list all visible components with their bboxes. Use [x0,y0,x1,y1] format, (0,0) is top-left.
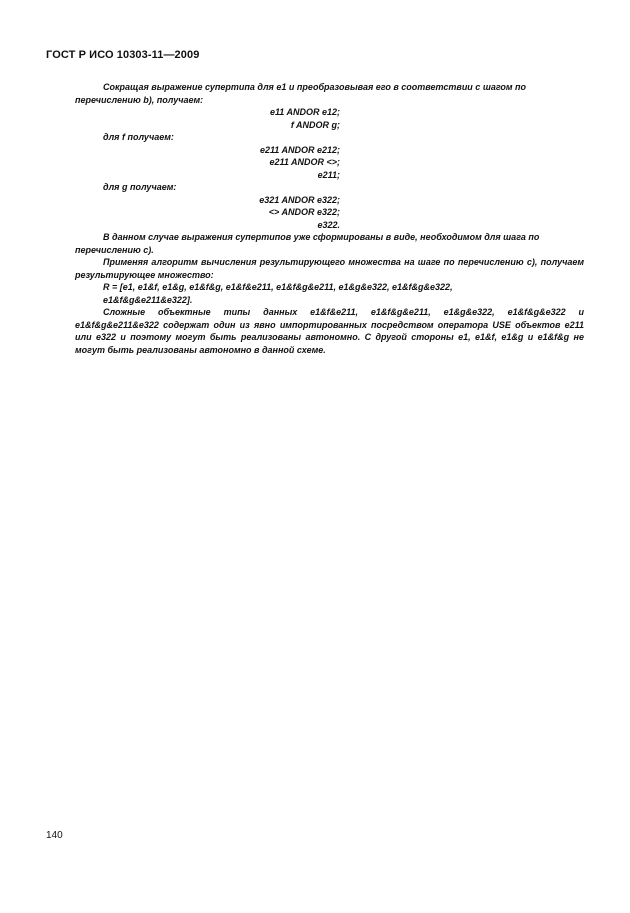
document-header: ГОСТ Р ИСО 10303-11—2009 [46,49,200,61]
expression-line: e321 ANDOR e322; [259,194,340,205]
paragraph-for-g: для g получаем: [103,182,177,192]
expression-line: e11 ANDOR e12; [269,107,340,117]
result-set-line-2: e1&f&g&e211&e322]. [103,294,193,305]
expression-line: e211; [317,169,340,180]
expression-line: e211 ANDOR <>; [269,157,340,167]
paragraph-algorithm: Применяя алгоритм вычисления результирующего множества на шаге по перечислению c), получаем результирующее множество: [75,257,584,280]
paragraph-supertypes-formed: В данном случае выражения супертипов уже сформированы в виде, необходимом для шага по перечислению c). [75,232,540,255]
paragraph-complex-types: Сложные объектные типы данных e1&f&e211, e1&f&g&e211, e1&g&e322, e1&f&g&e322 и e1&f&g&e211&e322 содержат один из явно импортированных посредством оператора USE объектов e211 или e322 и поэтому могут быть реализованы автономно. С другой стороны e1, e1&f, e1&g и e1&f&g не могут быть реализованы автономно в данной схеме. [75,307,584,355]
result-set-line-1: R = [e1, e1&f, e1&g, e1&f&g, e1&f&e211, e1&f&g&e211, e1&g&e322, e1&f&g&e322, [103,282,453,292]
page-number: 140 [46,830,63,841]
paragraph-intro: Сокращая выражение супертипа для e1 и преобразовывая его в соответствии с шагом по перечислению b), получаем: [75,82,527,105]
expression-line: f ANDOR g; [290,119,340,130]
expression-block-e1 [75,106,340,131]
paragraph-for-f: для f получаем: [103,132,174,142]
expression-block-f [75,144,340,182]
document-body [75,81,584,356]
expression-block-g [75,194,340,232]
expression-line: e322. [317,219,340,230]
expression-line: <> ANDOR e322; [268,207,340,217]
expression-line: e211 ANDOR e212; [259,144,340,155]
